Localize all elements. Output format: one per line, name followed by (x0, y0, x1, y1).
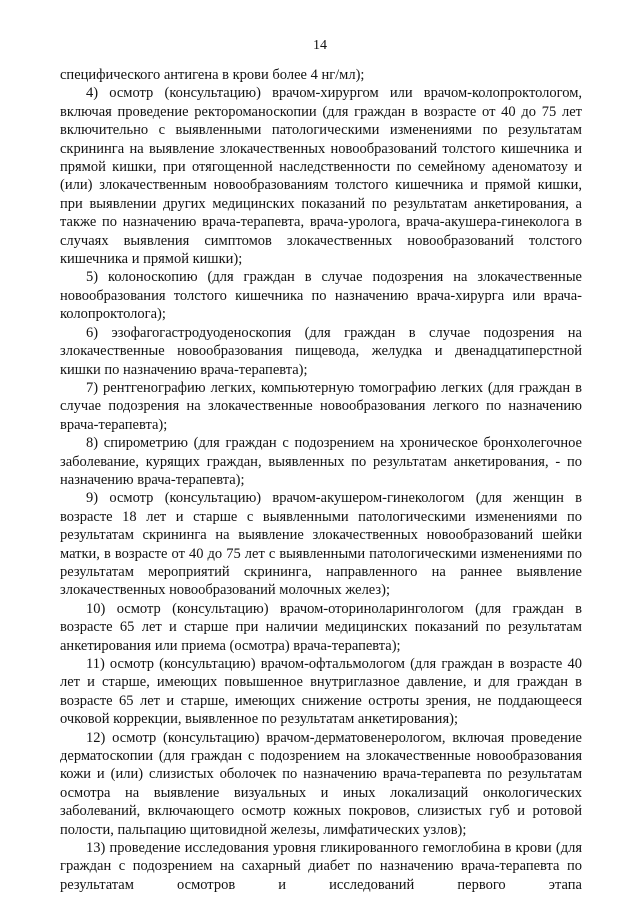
paragraph-item-13: 13) проведение исследования уровня гликированного гемоглобина в крови (для граждан с подозрением на сахарный диабет по назначению врача-терапевта по результатам осмотров и исследований первого этапа (60, 840, 582, 893)
paragraph-item-5: 5) колоноскопию (для граждан в случае подозрения на злокачественные новообразования толстого кишечника по назначению врача-хирурга или врача-колопроктолога); (60, 269, 582, 323)
paragraph-item-9: 9) осмотр (консультацию) врачом-акушером-гинекологом (для женщин в возрасте 18 лет и старше с выявленными патологическими изменениями по результатам скрининга на выявление злокачественных новообразований шейки матки, в возрасте от 40 до 75 лет с выявленными патологическими изменениями по результатам мероприятий скрининга, направленного на раннее выявление злокачественных новообразований молочных желез); (60, 490, 582, 599)
paragraph-item-4: 4) осмотр (консультацию) врачом-хирургом или врачом-колопроктологом, включая проведение ректороманоскопии (для граждан в возрасте от 40 до 75 лет включительно с выявленными патологическими изменениями по результатам скрининга на выявление злокачественных новообразований толстого кишечника и прямой кишки, при отягощенной наследственности по семейному аденоматозу и (или) злокачественным новообразованиям толстого кишечника и прямой кишки, при выявлении других медицинских показаний по результатам анкетирования, а также по назначению врача-терапевта, врача-уролога, врача-акушера-гинеколога в случаях выявления симптомов злокачественных новообразований толстого кишечника и прямой кишки); (60, 85, 582, 268)
paragraph-item-10: 10) осмотр (консультацию) врачом-оториноларингологом (для граждан в возрасте 65 лет и старше при наличии медицинских показаний по результатам анкетирования или приема (осмотра) врача-терапевта); (60, 600, 582, 654)
paragraph-item-11: 11) осмотр (консультацию) врачом-офтальмологом (для граждан в возрасте 40 лет и старше, имеющих повышенное внутриглазное давление, и для граждан в возрасте 65 лет и старше, имеющих снижение остроты зрения, не поддающееся очковой коррекции, выявленное по результатам анкетирования); (60, 656, 582, 728)
paragraph-item-8: 8) спирометрию (для граждан с подозрением на хроническое бронхолегочное заболевание, курящих граждан, выявленных по результатам анкетирования, - по назначению врача-терапевта); (60, 435, 582, 488)
page-number: 14 (313, 38, 327, 53)
paragraph-item-7: 7) рентгенографию легких, компьютерную томографию легких (для граждан в случае подозрения на злокачественные новообразования легкого по назначению врача-терапевта); (60, 379, 582, 433)
paragraph-item-12: 12) осмотр (консультацию) врачом-дерматовенерологом, включая проведение дерматоскопии (для граждан с подозрением на злокачественные новообразования кожи и (или) слизистых оболочек по назначению врача-терапевта по результатам осмотра на выявление визуальных и иных локализаций онкологических заболеваний, включающего осмотр кожных покровов, слизистых губ и ротовой полости, пальпацию щитовидной железы, лимфатических узлов); (60, 729, 582, 838)
paragraph-continuation: специфического антигена в крови более 4 нг/мл); (60, 67, 365, 83)
paragraph-item-6: 6) эзофагогастродуоденоскопия (для граждан в случае подозрения на злокачественные новообразования пищевода, желудка и двенадцатиперстной кишки по назначению врача-терапевта); (60, 324, 582, 378)
document-body (60, 66, 582, 894)
